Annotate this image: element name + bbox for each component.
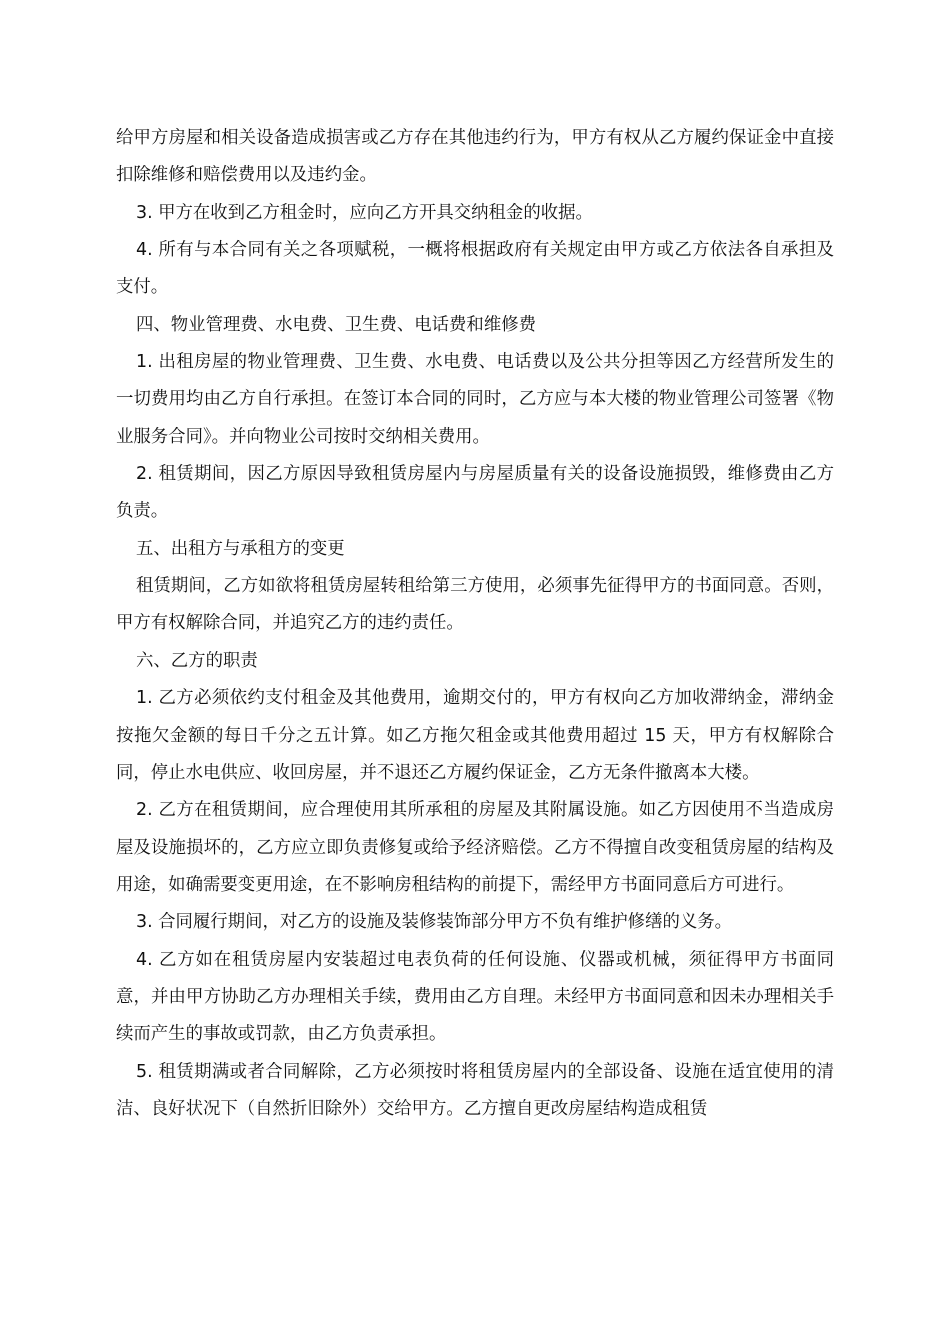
paragraph-duties-clause-3: 3. 合同履行期间，对乙方的设施及装修装饰部分甲方不负有维护修缮的义务。 bbox=[136, 912, 733, 933]
paragraph-fees-clause-1: 1. 出租房屋的物业管理费、卫生费、水电费、电话费以及公共分担等因乙方经营所发生的一切费用均由乙方自行承担。在签订本合同的同时，乙方应与本大楼的物业管理公司签署《物业服务合同》。并向物业公司按时交纳相关费用。 bbox=[116, 352, 834, 447]
section-heading-changes: 五、出租方与承租方的变更 bbox=[136, 538, 345, 559]
paragraph-fees-clause-2: 2. 租赁期间，因乙方原因导致租赁房屋内与房屋质量有关的设备设施损毁，维修费由乙方负责。 bbox=[116, 464, 834, 522]
paragraph-duties-clause-5: 5. 租赁期满或者合同解除，乙方必须按时将租赁房屋内的全部设备、设施在适宜使用的清洁、良好状况下（自然折旧除外）交给甲方。乙方擅自更改房屋结构造成租赁 bbox=[116, 1061, 834, 1119]
paragraph-duties-clause-1: 1. 乙方必须依约支付租金及其他费用，逾期交付的，甲方有权向乙方加收滞纳金，滞纳金按拖欠金额的每日千分之五计算。如乙方拖欠租金或其他费用超过 15 天，甲方有权解除合同，停止水电供应、收回房屋，并不退还乙方履约保证金，乙方无条件撤离本大楼。 bbox=[116, 688, 834, 783]
paragraph-sublease: 租赁期间，乙方如欲将租赁房屋转租给第三方使用，必须事先征得甲方的书面同意。否则，甲方有权解除合同，并追究乙方的违约责任。 bbox=[116, 576, 834, 634]
paragraph-duties-clause-2: 2. 乙方在租赁期间，应合理使用其所承租的房屋及其附属设施。如乙方因使用不当造成房屋及设施损坏的，乙方应立即负责修复或给予经济赔偿。乙方不得擅自改变租赁房屋的结构及用途，如确需要变更用途，在不影响房租结构的前提下，需经甲方书面同意后方可进行。 bbox=[116, 800, 834, 895]
paragraph-clause-4-taxes: 4. 所有与本合同有关之各项赋税，一概将根据政府有关规定由甲方或乙方依法各自承担及支付。 bbox=[116, 240, 834, 298]
section-heading-fees: 四、物业管理费、水电费、卫生费、电话费和维修费 bbox=[136, 314, 536, 335]
paragraph-continued-clause: 给甲方房屋和相关设备造成损害或乙方存在其他违约行为，甲方有权从乙方履约保证金中直接扣除维修和赔偿费用以及违约金。 bbox=[116, 128, 834, 186]
document-body bbox=[116, 120, 834, 1128]
section-heading-duties: 六、乙方的职责 bbox=[136, 650, 258, 671]
paragraph-clause-3-receipt: 3. 甲方在收到乙方租金时，应向乙方开具交纳租金的收据。 bbox=[136, 202, 593, 223]
paragraph-duties-clause-4: 4. 乙方如在租赁房屋内安装超过电表负荷的任何设施、仪器或机械，须征得甲方书面同意，并由甲方协助乙方办理相关手续，费用由乙方自理。未经甲方书面同意和因未办理相关手续而产生的事故或罚款，由乙方负责承担。 bbox=[116, 949, 834, 1045]
